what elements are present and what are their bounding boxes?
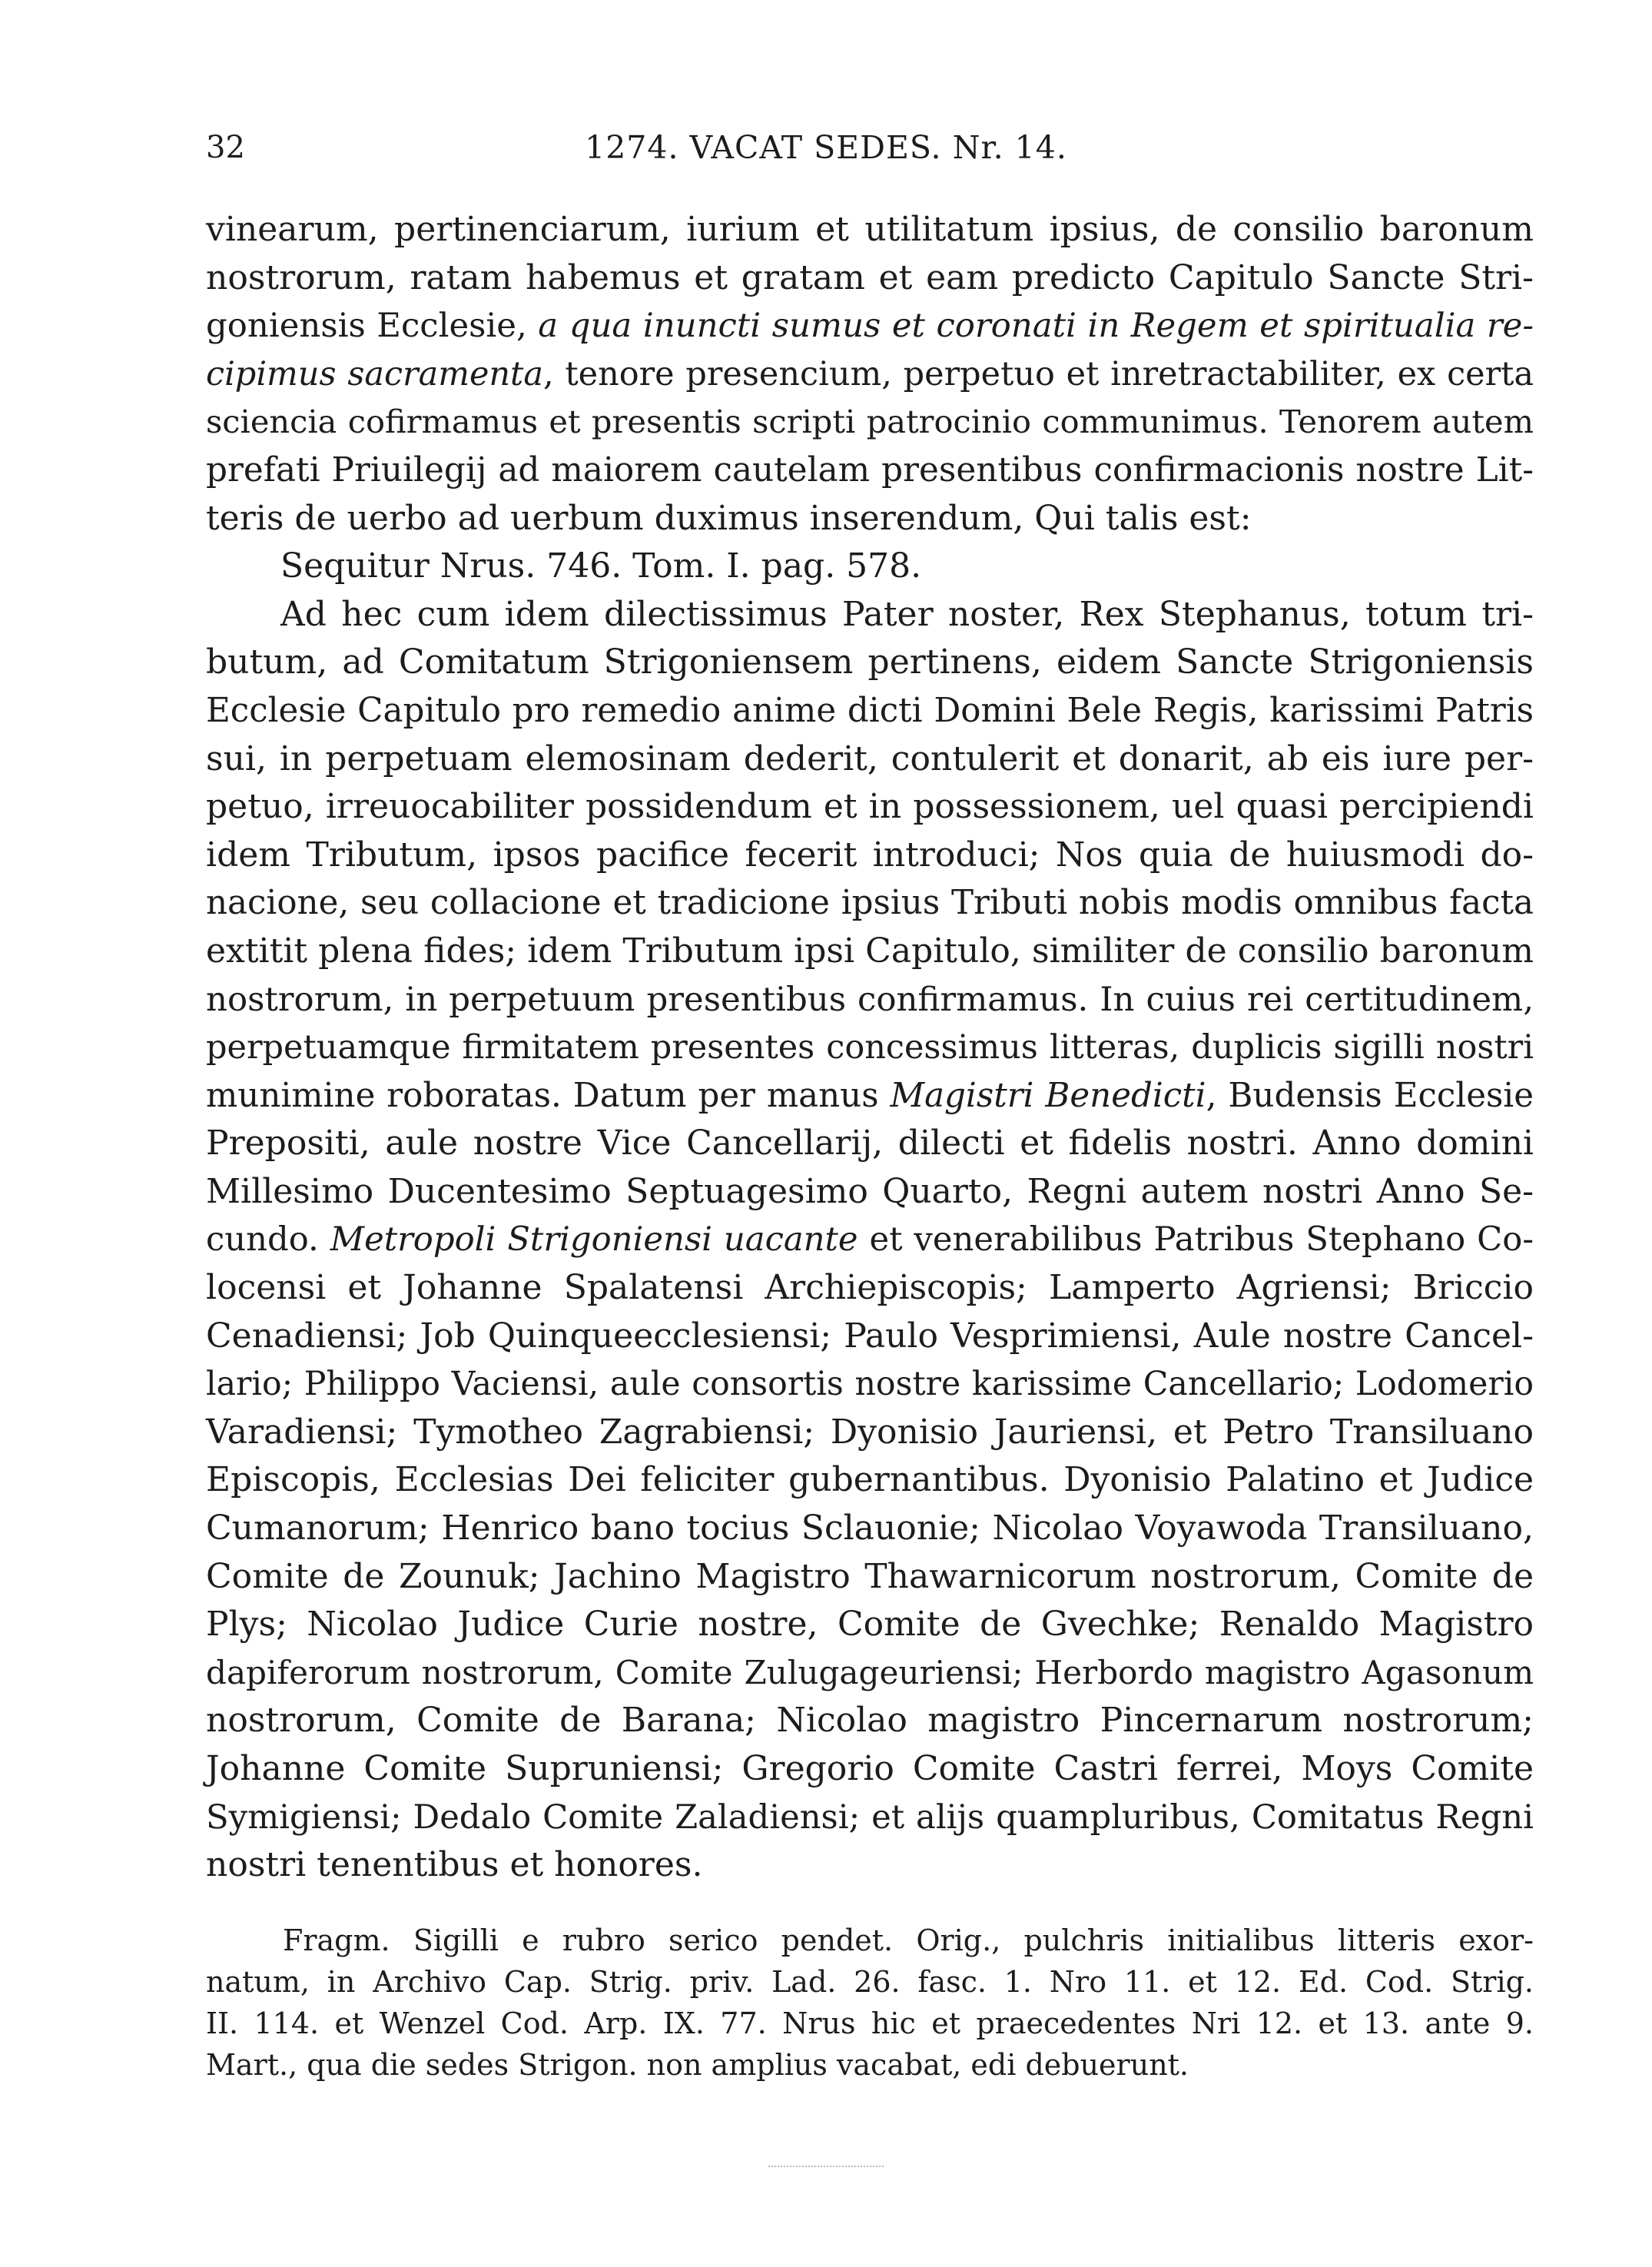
text-line: idem Tributum, ipsos pacifice fecerit introduci; Nos quia de huiusmodi do- <box>206 835 1534 875</box>
text-line: nostrorum, ratam habemus et gratam et eam predicto Capitulo Sancte Stri- <box>206 257 1534 297</box>
text-segment: goniensis Ecclesie, <box>206 307 539 346</box>
text-segment: , tenore presencium, perpetuo et inretractabiliter, ex certa <box>542 354 1534 393</box>
text-line: perpetuamque firmitatem presentes concessimus litteras, duplicis sigilli nostri <box>206 1028 1534 1067</box>
print-speck-mark <box>768 2166 884 2169</box>
note-line: Fragm. Sigilli e rubro serico pendet. Orig., pulchris initialibus litteris exor- <box>283 1923 1534 1957</box>
text-line: Millesimo Ducentesimo Septuagesimo Quarto, Regni autem nostri Anno Se- <box>206 1171 1534 1211</box>
text-line: Symigiensi; Dedalo Comite Zaladiensi; et alijs quampluribus, Comitatus Regni <box>206 1797 1534 1837</box>
text-line: Cumanorum; Henrico bano tocius Sclauonie; Nicolao Voyawoda Transiluano, <box>206 1509 1534 1548</box>
text-line: vinearum, pertinenciarum, iurium et utilitatum ipsius, de consilio baronum <box>206 210 1534 249</box>
italic-name: Magistri Benedicti <box>890 1076 1206 1115</box>
text-line: Ecclesie Capitulo pro remedio anime dicti Domini Bele Regis, karissimi Patris <box>206 691 1534 730</box>
text-line: butum, ad Comitatum Strigoniensem pertinens, eidem Sancte Strigoniensis <box>206 642 1534 682</box>
text-segment: munimine roboratas. Datum per manus <box>206 1076 891 1115</box>
italic-quote: a qua inuncti sumus et coronati in Regem et spiritualia re- <box>538 307 1534 346</box>
text-line <box>206 1216 1534 1264</box>
text-line: petuo, irreuocabiliter possidendum et in possessionem, uel quasi percipiendi <box>206 787 1534 827</box>
cross-reference-line: Sequitur Nrus. 746. Tom. I. pag. 578. <box>280 546 922 586</box>
note-line: II. 114. et Wenzel Cod. Arp. IX. 77. Nrus hic et praecedentes Nri 12. et 13. ante 9. <box>206 2006 1534 2040</box>
text-line: Ad hec cum idem dilectissimus Pater noster, Rex Stephanus, totum tri- <box>280 594 1534 634</box>
text-line: Episcopis, Ecclesias Dei feliciter gubernantibus. Dyonisio Palatino et Judice <box>206 1460 1534 1500</box>
text-line: Comite de Zounuk; Jachino Magistro Thawarnicorum nostrorum, Comite de <box>206 1556 1534 1596</box>
text-line: dapiferorum nostrorum, Comite Zulugageuriensi; Herbordo magistro Agasonum <box>206 1653 1534 1691</box>
text-line: nostrorum, in perpetuum presentibus confirmamus. In cuius rei certitudinem, <box>206 980 1534 1019</box>
note-line: natum, in Archivo Cap. Strig. priv. Lad. 26. fasc. 1. Nro 11. et 12. Ed. Cod. Strig. <box>206 1965 1534 1999</box>
text-line: nostrorum, Comite de Barana; Nicolao magistro Pincernarum nostrorum; <box>206 1701 1534 1741</box>
note-line: Mart., qua die sedes Strigon. non amplius vacabat, edi debuerunt. <box>206 2048 1189 2082</box>
text-line <box>206 350 1534 399</box>
italic-quote: cipimus sacramenta <box>206 354 543 393</box>
italic-phrase: Metropoli Strigoniensi uacante <box>330 1220 858 1260</box>
text-line: Johanne Comite Supruniensi; Gregorio Comite Castri ferrei, Moys Comite <box>206 1749 1534 1788</box>
text-line: teris de uerbo ad uerbum duximus inserendum, Qui talis est: <box>206 498 1252 538</box>
text-line: prefati Priuilegij ad maiorem cautelam presentibus confirmacionis nostre Lit- <box>206 450 1534 490</box>
text-line: Cenadiensi; Job Quinqueecclesiensi; Paulo Vesprimiensi, Aule nostre Cancel- <box>206 1316 1534 1356</box>
running-title: 1274. VACAT SEDES. Nr. 14. <box>585 129 1067 166</box>
text-line: Varadiensi; Tymotheo Zagrabiensi; Dyonisio Jauriensi, et Petro Transiluano <box>206 1412 1534 1452</box>
text-line: nacione, seu collacione et tradicione ipsius Tributi nobis modis omnibus facta <box>206 884 1534 923</box>
text-segment: , Budensis Ecclesie <box>1206 1076 1534 1115</box>
text-line: sciencia cofirmamus et presentis scripti patrocinio communimus. Tenorem autem <box>206 403 1534 441</box>
text-line: Plys; Nicolao Judice Curie nostre, Comite de Gvechke; Renaldo Magistro <box>206 1605 1534 1645</box>
text-line: sui, in perpetuam elemosinam dederit, contulerit et donarit, ab eis iure per- <box>206 739 1534 778</box>
text-segment: cundo. <box>206 1220 330 1260</box>
text-line: locensi et Johanne Spalatensi Archiepiscopis; Lamperto Agriensi; Briccio <box>206 1268 1534 1308</box>
text-line: lario; Philippo Vaciensi, aule consortis nostre karissime Cancellario; Lodomerio <box>206 1365 1534 1404</box>
editorial-note <box>206 1920 1534 2086</box>
charter-text <box>206 206 1534 1890</box>
text-line: Prepositi, aule nostre Vice Cancellarij, dilecti et fidelis nostri. Anno domini <box>206 1124 1534 1163</box>
text-line <box>206 1072 1534 1120</box>
text-segment: et venerabilibus Patribus Stephano Co- <box>858 1220 1534 1260</box>
text-line <box>206 302 1534 350</box>
page-number: 32 <box>206 130 245 165</box>
running-head <box>0 124 1652 171</box>
text-line: extitit plena fides; idem Tributum ipsi Capitulo, similiter de consilio baronum <box>206 931 1534 971</box>
text-line: nostri tenentibus et honores. <box>206 1845 703 1885</box>
